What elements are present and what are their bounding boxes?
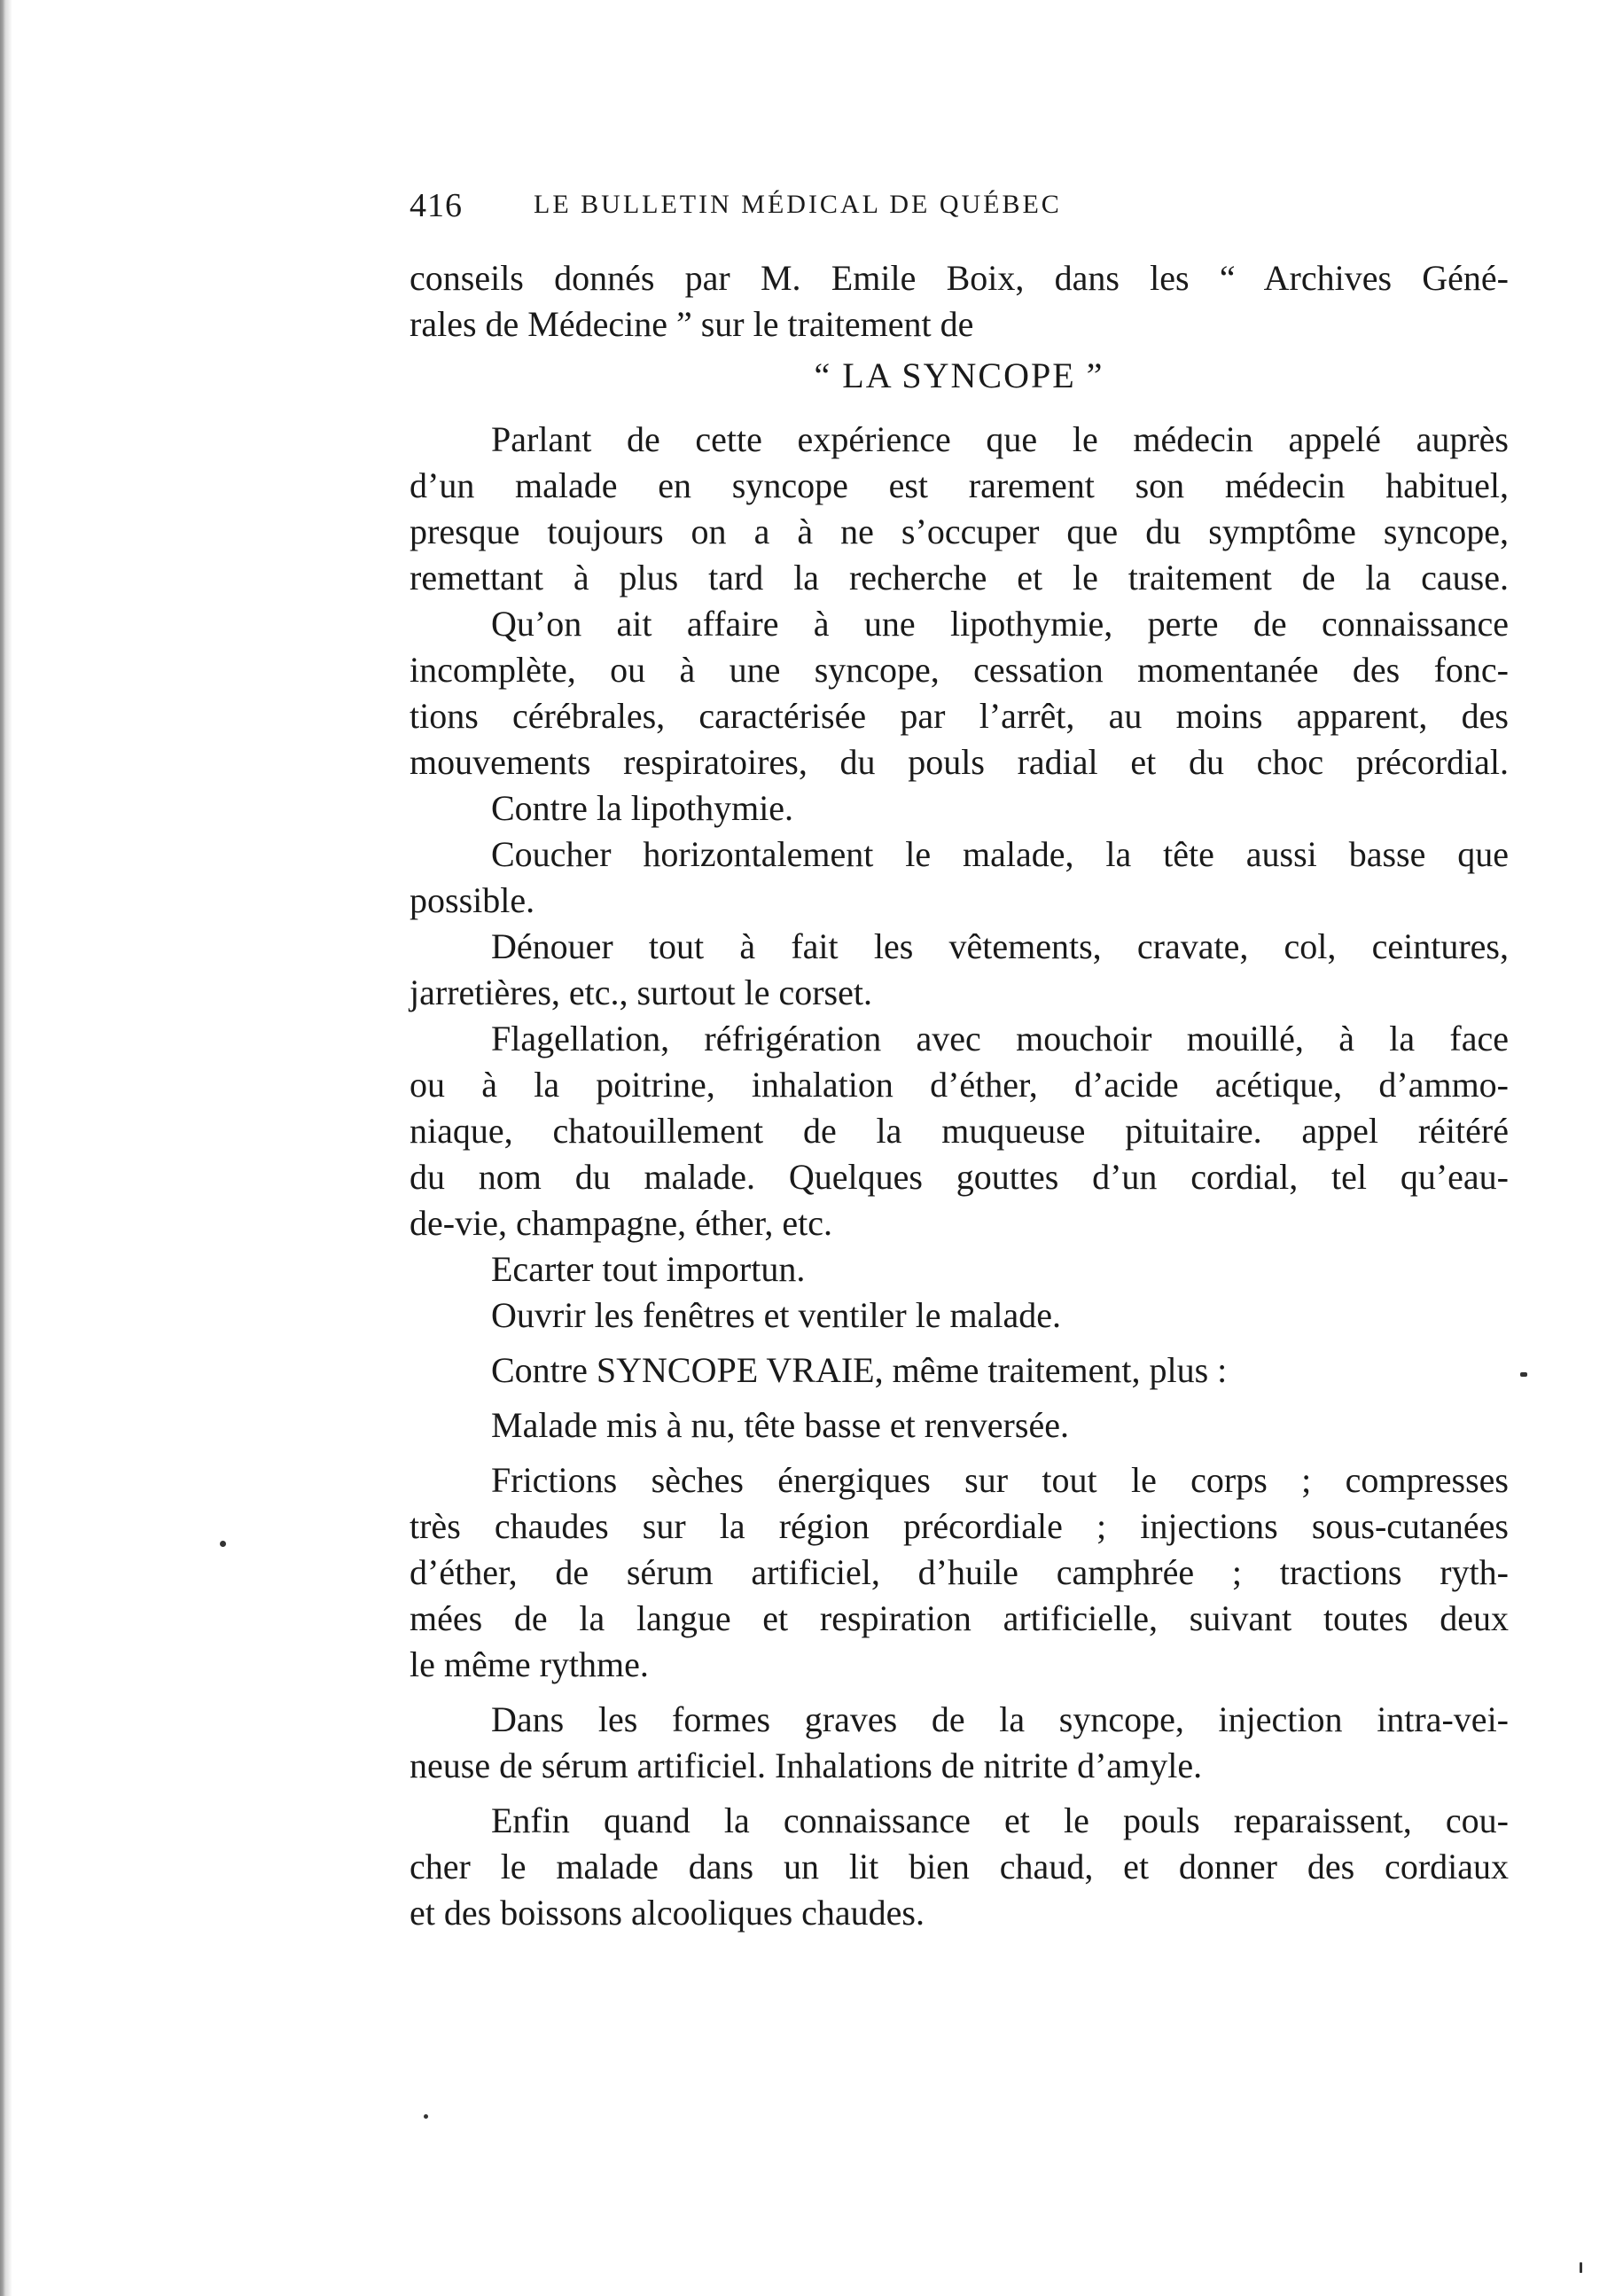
text-line: presque toujours on a à ne s’occuper que du symptôme syncope,	[410, 512, 1509, 551]
text-line: Dans les formes graves de la syncope, injection intra-vei-	[491, 1699, 1509, 1739]
text-line: possible.	[410, 880, 535, 920]
ink-speck	[1580, 2262, 1582, 2273]
ink-speck	[220, 1541, 226, 1547]
running-title: LE BULLETIN MÉDICAL DE QUÉBEC	[534, 190, 1062, 219]
text-line: très chaudes sur la région précordiale ; injections sous-cutanées	[410, 1506, 1509, 1546]
text-line: du nom du malade. Quelques gouttes d’un cordial, tel qu’eau-	[410, 1157, 1509, 1197]
text-line: de-vie, champagne, éther, etc.	[410, 1203, 833, 1243]
text-line: Contre la lipothymie.	[491, 788, 794, 828]
text-line: Malade mis à nu, tête basse et renversée.	[491, 1405, 1069, 1445]
text-line: remettant à plus tard la recherche et le traitement de la cause.	[410, 558, 1509, 597]
text-line: Contre SYNCOPE VRAIE, même traitement, plus :	[491, 1350, 1228, 1390]
text-line: le même rythme.	[410, 1644, 649, 1684]
text-line: Qu’on ait affaire à une lipothymie, perte de connaissance	[491, 604, 1509, 644]
text-line: Frictions sèches énergiques sur tout le corps ; compresses	[491, 1460, 1509, 1500]
text-line: d’éther, de sérum artificiel, d’huile camphrée ; tractions ryth-	[410, 1552, 1509, 1592]
text-line: ou à la poitrine, inhalation d’éther, d’acide acétique, d’ammo-	[410, 1065, 1509, 1105]
text-line: Enfin quand la connaissance et le pouls reparaissent, cou-	[491, 1800, 1509, 1840]
text-line: conseils donnés par M. Emile Boix, dans les “ Archives Géné-	[410, 258, 1509, 298]
ink-speck	[1520, 1372, 1527, 1377]
page-number: 416	[410, 187, 463, 224]
text-line: tions cérébrales, caractérisée par l’arrêt, au moins apparent, des	[410, 696, 1509, 736]
text-line: Ouvrir les fenêtres et ventiler le malade.	[491, 1295, 1062, 1335]
text-line: et des boissons alcooliques chaudes.	[410, 1893, 925, 1933]
text-line: mouvements respiratoires, du pouls radial et du choc précordial.	[410, 742, 1509, 782]
text-line: Dénouer tout à fait les vêtements, cravate, col, ceintures,	[491, 926, 1509, 966]
book-page	[410, 186, 1509, 1936]
text-line: rales de Médecine ” sur le traitement de	[410, 304, 974, 344]
text-line: mées de la langue et respiration artificielle, suivant toutes deux	[410, 1598, 1509, 1638]
section-heading: “ LA SYNCOPE ”	[814, 355, 1104, 395]
text-line: Flagellation, réfrigération avec mouchoir mouillé, à la face	[491, 1019, 1509, 1058]
text-line: neuse de sérum artificiel. Inhalations de nitrite d’amyle.	[410, 1745, 1203, 1785]
text-line: Ecarter tout importun.	[491, 1249, 806, 1289]
text-line: jarretières, etc., surtout le corset.	[410, 972, 872, 1012]
ink-speck	[424, 2114, 428, 2119]
text-line: Coucher horizontalement le malade, la tête aussi basse que	[491, 834, 1509, 874]
text-line: cher le malade dans un lit bien chaud, et donner des cordiaux	[410, 1847, 1509, 1886]
running-head	[410, 186, 1509, 239]
text-line: niaque, chatouillement de la muqueuse pituitaire. appel réitéré	[410, 1111, 1509, 1151]
page-binding-edge	[0, 0, 12, 2296]
text-line: d’un malade en syncope est rarement son médecin habituel,	[410, 465, 1509, 505]
text-line: Parlant de cette expérience que le médecin appelé auprès	[491, 419, 1509, 459]
text-line: incomplète, ou à une syncope, cessation momentanée des fonc-	[410, 650, 1509, 690]
